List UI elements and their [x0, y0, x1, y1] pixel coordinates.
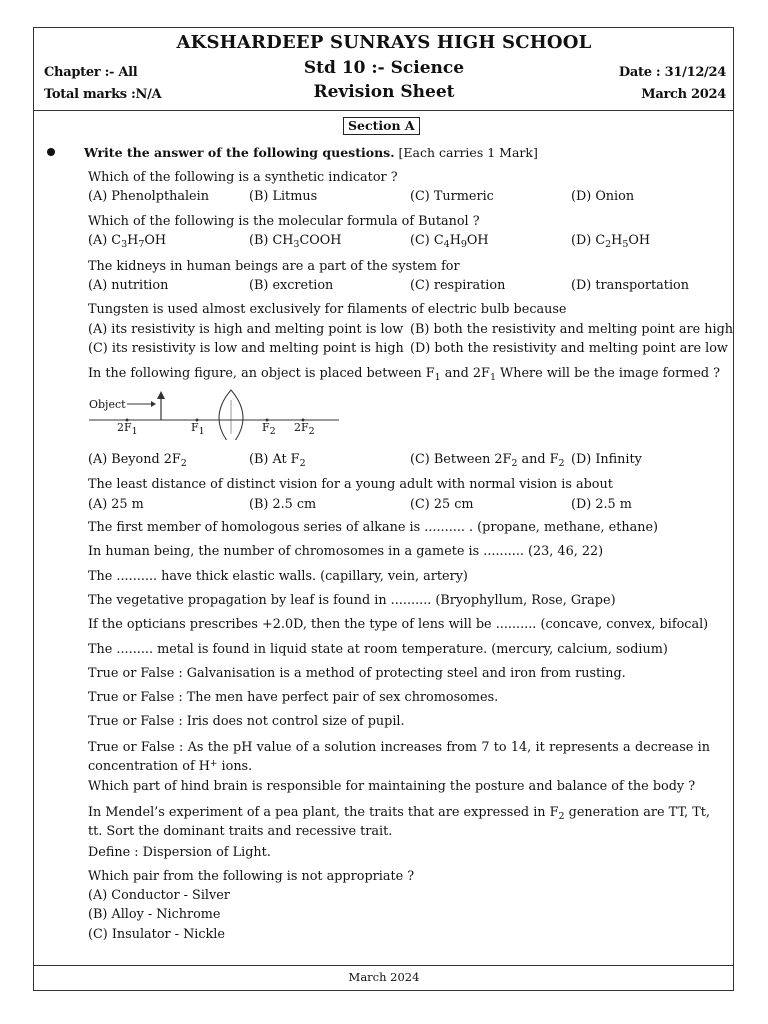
- true-false-4: True or False : As the pH value of a solution increases from 7 to 14, it represents a decrease in concentration of H+ ions.: [88, 740, 710, 774]
- q6-option-d: (D) 2.5 m: [571, 497, 632, 512]
- question-3: The kidneys in human beings are a part of the system for: [88, 259, 460, 274]
- fill-blank-4: The vegetative propagation by leaf is found in .......... (Bryophyllum, Rose, Grape): [88, 593, 616, 608]
- label-f1: $F_1$: [191, 421, 205, 437]
- question-hind-brain: Which part of hind brain is responsible for maintaining the posture and balance of the body ?: [88, 779, 696, 794]
- q5-option-c: (C) Between $2F_2$ and $F_2$: [410, 452, 565, 469]
- pointer-arrowhead: [151, 401, 156, 407]
- instruction: [84, 145, 538, 160]
- object-label: Object: [89, 398, 126, 411]
- q4-option-a: (A) its resistivity is high and melting point is low: [88, 322, 404, 337]
- instruction-main: Write the answer of the following questions.: [84, 145, 395, 160]
- q1-option-b: (B) Litmus: [249, 189, 318, 204]
- section-label: Section A: [343, 117, 420, 135]
- footer-divider: [33, 965, 734, 966]
- q1-option-c: (C) Turmeric: [410, 189, 494, 204]
- question-6: The least distance of distinct vision for a young adult with normal vision is about: [88, 477, 613, 492]
- q4-option-b: (B) both the resistivity and melting point are high: [410, 322, 734, 337]
- question-mendel: In Mendel’s experiment of a pea plant, the traits that are expressed in $F_2$ generation are TT, Tt, tt. Sort the dominant traits and recessive trait.: [88, 805, 711, 839]
- question-pair: Which pair from the following is not appropriate ?: [88, 869, 415, 884]
- label-2f2: $2F_2$: [294, 421, 315, 437]
- q2-option-a: (A) $C_3H_7OH$: [88, 233, 167, 250]
- q6-option-c: (C) 25 cm: [410, 497, 474, 512]
- pair-option-b: (B) Alloy - Nichrome: [88, 907, 221, 922]
- q2-option-c: (C) $C_4H_9OH$: [410, 233, 489, 250]
- fill-blank-6: The ......... metal is found in liquid state at room temperature. (mercury, calcium, sodium): [88, 642, 668, 657]
- school-name: AKSHARDEEP SUNRAYS HIGH SCHOOL: [176, 32, 592, 53]
- footer-text: March 2024: [348, 970, 420, 984]
- true-false-1: True or False : Galvanisation is a method of protecting steel and iron from rusting.: [88, 666, 626, 681]
- q6-option-a: (A) 25 m: [88, 497, 144, 512]
- true-false-3: True or False : Iris does not control size of pupil.: [88, 714, 405, 729]
- question-5: In the following figure, an object is placed between $F_1$ and $2F_1$ Where will be the image formed ?: [88, 366, 721, 383]
- pair-option-c: (C) Insulator - Nickle: [88, 927, 225, 942]
- date-label: Date : 31/12/24: [618, 65, 726, 80]
- pair-option-a: (A) Conductor - Silver: [88, 888, 230, 903]
- q3-option-a: (A) nutrition: [88, 278, 169, 293]
- question-1: Which of the following is a synthetic indicator ?: [88, 170, 398, 185]
- label-f2: $F_2$: [262, 421, 276, 437]
- instruction-note: [Each carries 1 Mark]: [398, 145, 538, 160]
- q1-option-d: (D) Onion: [571, 189, 635, 204]
- question-2: Which of the following is the molecular formula of Butanol ?: [88, 214, 480, 229]
- q2-option-b: (B) $CH_3COOH$: [249, 233, 342, 250]
- q1-option-a: (A) Phenolpthalein: [88, 189, 209, 204]
- true-false-2: True or False : The men have perfect pair of sex chromosomes.: [88, 690, 499, 705]
- q3-option-b: (B) excretion: [249, 278, 334, 293]
- q2-option-d: (D) $C_2H_5OH$: [571, 233, 651, 250]
- chapter-label: Chapter :- All: [44, 65, 138, 80]
- fill-blank-5: If the opticians prescribes +2.0D, then the type of lens will be .......... (concave, convex, bifocal): [88, 617, 709, 632]
- q5-option-a: (A) Beyond $2F_2$: [88, 452, 187, 469]
- fill-blank-3: The .......... have thick elastic walls. (capillary, vein, artery): [88, 569, 468, 584]
- q3-option-c: (C) respiration: [410, 278, 506, 293]
- q5-option-d: (D) Infinity: [571, 452, 642, 467]
- q3-option-d: (D) transportation: [571, 278, 689, 293]
- object-arrowhead: [157, 391, 165, 399]
- fill-blank-1: The first member of homologous series of alkane is .......... . (propane, methane, ethane): [88, 520, 659, 535]
- q6-option-b: (B) 2.5 cm: [249, 497, 317, 512]
- standard-subject: Std 10 :- Science: [303, 58, 465, 78]
- sheet-title: Revision Sheet: [313, 82, 455, 102]
- bullet-icon: [47, 148, 55, 156]
- q5-option-b: (B) At $F_2$: [249, 452, 306, 469]
- fill-blank-2: In human being, the number of chromosomes in a gamete is .......... (23, 46, 22): [88, 544, 604, 559]
- q4-option-c: (C) its resistivity is low and melting point is high: [88, 341, 404, 356]
- total-marks-label: Total marks :N/A: [44, 87, 162, 102]
- label-2f1: $2F_1$: [117, 421, 138, 437]
- question-define: Define : Dispersion of Light.: [88, 845, 271, 860]
- question-4: Tungsten is used almost exclusively for filaments of electric bulb because: [88, 302, 567, 317]
- header-divider: [33, 110, 734, 111]
- month-label: March 2024: [641, 87, 726, 102]
- q4-option-d: (D) both the resistivity and melting point are low: [410, 341, 728, 356]
